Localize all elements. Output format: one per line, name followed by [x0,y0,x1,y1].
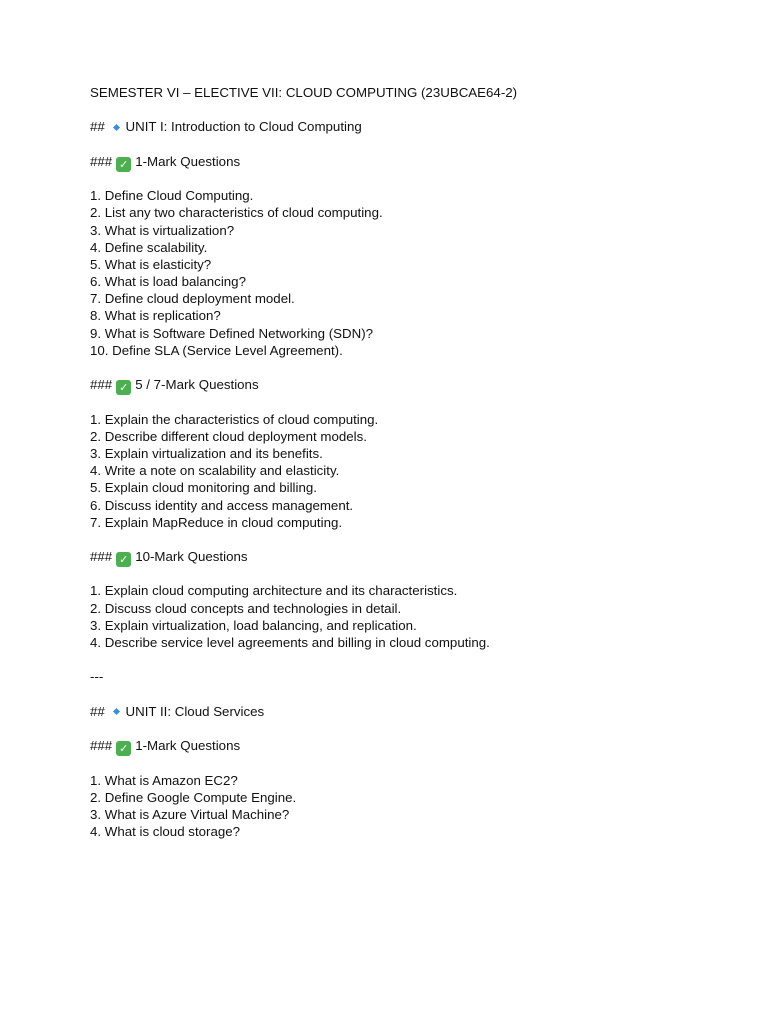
blue-diamond-icon [112,708,119,715]
spacer [90,686,730,703]
spacer [90,393,730,410]
question-list [90,772,730,841]
section-title: 1-Mark Questions [135,738,241,754]
list-item: 2. List any two characteristics of cloud computing. [90,205,383,221]
section-heading [90,376,730,393]
list-item: 4. What is cloud storage? [90,824,241,840]
list-item: 5. Explain cloud monitoring and billing. [90,480,317,496]
list-item: 1. Define Cloud Computing. [90,188,254,204]
spacer [90,531,730,548]
spacer [90,754,730,771]
unit-title: UNIT II: Cloud Services [125,703,265,719]
section-heading [90,548,730,565]
heading-prefix: ## [90,119,105,135]
blue-diamond-icon [112,124,119,131]
check-mark-icon: ✓ [116,552,131,567]
spacer [90,101,730,118]
list-item: 3. What is virtualization? [90,222,235,238]
list-item: 8. What is replication? [90,308,221,324]
list-item: 1. What is Amazon EC2? [90,772,238,788]
section-prefix: ### [90,549,113,565]
check-mark-icon: ✓ [116,157,131,172]
unit-heading-1 [90,118,730,135]
section-title: 1-Mark Questions [135,153,241,169]
list-item: 7. Define cloud deployment model. [90,291,295,307]
list-item: 6. Discuss identity and access management. [90,497,354,513]
list-item: 10. Define SLA (Service Level Agreement). [90,342,343,358]
check-mark-icon: ✓ [116,741,131,756]
question-list [90,411,730,531]
section-title: 10-Mark Questions [135,549,248,565]
list-item: 2. Discuss cloud concepts and technologies in detail. [90,600,402,616]
document-title: SEMESTER VI – ELECTIVE VII: CLOUD COMPUTING (23UBCAE64-2) [90,85,518,100]
spacer [90,651,730,668]
unit-heading-2 [90,703,730,720]
unit-title: UNIT I: Introduction to Cloud Computing [125,119,362,135]
list-item: 5. What is elasticity? [90,256,212,272]
question-list [90,582,730,651]
list-item: 9. What is Software Defined Networking (SDN)? [90,325,374,341]
list-item: 4. Define scalability. [90,239,208,255]
heading-prefix: ## [90,703,105,719]
section-heading [90,153,730,170]
section-heading [90,737,730,754]
list-item: 4. Describe service level agreements and billing in cloud computing. [90,635,490,650]
section-prefix: ### [90,153,113,169]
section-title: 5 / 7-Mark Questions [135,377,259,393]
list-item: 7. Explain MapReduce in cloud computing. [90,514,343,530]
spacer [90,170,730,187]
list-item: 6. What is load balancing? [90,274,246,290]
spacer [90,565,730,582]
question-list [90,187,730,359]
section-prefix: ### [90,377,113,393]
spacer [90,136,730,153]
list-item: 4. Write a note on scalability and elasticity. [90,463,340,479]
spacer [90,720,730,737]
list-item: 3. What is Azure Virtual Machine? [90,806,290,822]
list-item: 1. Explain cloud computing architecture and its characteristics. [90,583,458,599]
list-item: 3. Explain virtualization, load balancing, and replication. [90,617,417,633]
horizontal-rule-marker: --- [90,669,104,685]
spacer [90,359,730,376]
section-prefix: ### [90,738,113,754]
list-item: 1. Explain the characteristics of cloud computing. [90,411,379,427]
list-item: 2. Describe different cloud deployment models. [90,428,367,444]
list-item: 3. Explain virtualization and its benefits. [90,445,323,461]
document-page [90,84,730,840]
list-item: 2. Define Google Compute Engine. [90,789,297,805]
check-mark-icon: ✓ [116,380,131,395]
